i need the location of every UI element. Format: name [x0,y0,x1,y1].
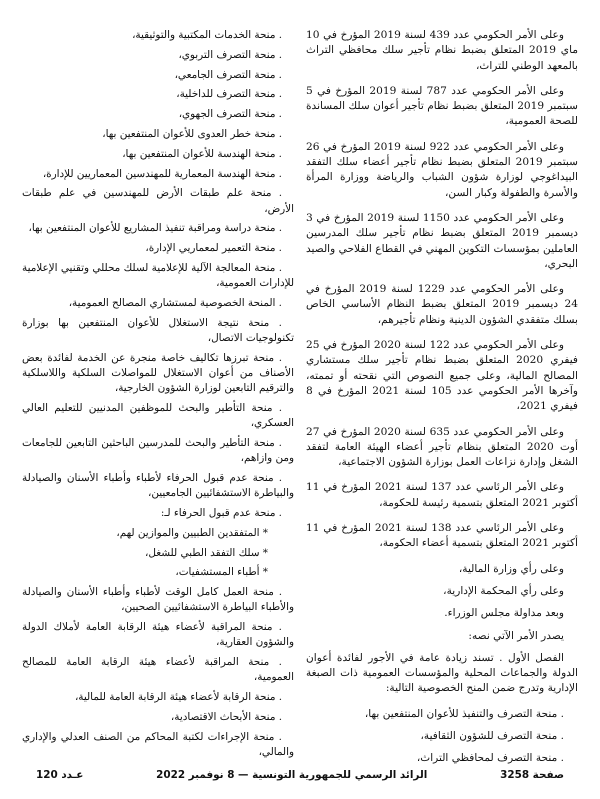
sub-list-item: * المتفقدين الطبيين والموازين لهم، [116,526,268,539]
list-item: . منحة المراقبة لأعضاء هيئة الرقابة العامة لأملاك الدولة والشؤون العقارية، [22,621,294,649]
list-item: . منحة الخدمات المكتبية والتوثيقية، [132,29,282,41]
list-item: . منحة العمل كامل الوقت لأطباء وأطباء الأسنان والصيادلة والأطباء البياطرة الاستشفائيين الصحيين، [22,586,294,614]
list-item: . منحة التصرف الجهوي، [178,108,282,121]
list-item: . منحة الهندسة المعمارية للمهندسين المعماريين للإدارة، [42,167,282,180]
list-item: . منحة التصرف لمحافظي التراث، [416,752,564,765]
list-item: . منحة علم طبقات الأرض للمهندسين في علم طبقات الأرض، [22,187,294,215]
list-item: . منحة التصرف والتنفيذ للأعوان المنتفعين بها، [364,707,564,720]
list-item: . منحة التصرف للشؤون الثقافية، [420,729,564,742]
paragraph: وعلى الأمر الحكومي عدد 1229 لسنة 2019 المؤرخ في 24 ديسمبر 2019 المتعلق بضبط النظام الأساسي الخاص بسلك متفقدي الشؤون الدينية ونظام تأجيرهم، [306,283,578,326]
sub-list-item: * سلك التفقد الطبي للشغل، [145,546,268,559]
paragraph: وعلى الأمر الحكومي عدد 439 لسنة 2019 المؤرخ في 10 ماي 2019 المتعلق بضبط نظام تأجير سلك محافظي التراث بالمعهد الوطني للتراث، [306,29,578,72]
page-number: صفحة 3258 [500,769,564,781]
left-column [22,28,294,758]
paragraph: وعلى الأمر الحكومي عدد 1150 لسنة 2019 المؤرخ في 3 ديسمبر 2019 المتعلق بضبط نظام تأجير سلك المدرسين العاملين بمؤسسات التكوين المهني في القطاع الفلاحي والصيد البحري، [306,211,578,270]
list-item: . المنحة الخصوصية لمستشاري المصالح العمومية، [68,296,282,309]
paragraph: يصدر الأمر الآتي نصه: [468,629,564,642]
list-item: . منحة الإجراءات لكتبة المحاكم من الصنف العدلي والإداري والمالي، [22,730,294,758]
list-item: . منحة التأطير والبحث للموظفين المدنيين للتعليم العالي العسكري، [22,401,294,430]
list-item: . منحة المراقبة لأعضاء هيئة الرقابة العامة للمصالح العمومية، [22,656,294,684]
paragraph: وعلى رأي المحكمة الإدارية، [443,584,564,597]
list-item: . منحة دراسة ومراقبة تنفيذ المشاريع للأعوان المنتفعين بها، [28,222,282,235]
paragraph: وعلى الأمر الحكومي عدد 922 لسنة 2019 المؤرخ في 26 سبتمبر 2019 المتعلق بضبط نظام تأجير أعضاء سلك التفقد البيداغوجي لوزارة شؤون الشباب والرياضة ووزارة المرأة والأسرة والطفولة وكبار السن، [306,140,578,199]
list-item: . منحة التأطير والبحث للمدرسين الباحثين التابعين للجامعات ومن وازاهم، [22,436,294,465]
list-item: . منحة الرقابة لأعضاء هيئة الرقابة العامة للمالية، [74,691,282,704]
list-item: . منحة التصرف الجامعي، [174,68,282,81]
list-item: . منحة المعالجة الآلية للإعلامية لسلك محللي وتقنيي الإعلامية للإدارات العمومية، [22,261,294,290]
article-one: الفصل الأول . تسند زيادة عامة في الأجور لفائدة أعوان الدولة والجماعات المحلية والمؤسسات العمومية ذات الصبغة الإدارية وتدرج ضمن المنح الخصوصية التالية: [306,651,578,695]
issue-number: عـدد 120 [36,769,84,781]
two-column-body [22,28,578,765]
paragraph: وبعد مداولة مجلس الوزراء. [444,607,564,620]
list-item: . منحة الهندسة للأعوان المنتفعين بها، [122,147,282,160]
list-item: . منحة نتيجة الاستغلال للأعوان المنتفعين بها بوزارة تكنولوجيات الاتصال، [22,316,294,344]
paragraph: وعلى الأمر الحكومي عدد 635 لسنة 2020 المؤرخ في 27 أوت 2020 المتعلق بنظام تأجير أعضاء الهيئة العامة لتفقد الشغل وإدارة نزاعات العمل بوزارة الشؤون الاجتماعية، [306,425,578,469]
list-item: . منحة التصرف التربوي، [178,48,282,61]
paragraph: وعلى الأمر الرئاسي عدد 138 لسنة 2021 المؤرخ في 11 أكتوبر 2021 المتعلق بتسمية أعضاء الحكومة، [306,522,578,550]
paragraph: وعلى الأمر الرئاسي عدد 137 لسنة 2021 المؤرخ في 11 أكتوبر 2021 المتعلق بتسمية رئيسة للحكومة، [306,481,578,509]
paragraph: وعلى الأمر الحكومي عدد 122 لسنة 2020 المؤرخ في 25 فيفري 2020 المتعلق بضبط نظام تأجير سلك مستشاري المصالح المالية، وعلى جميع النصوص التي نقحته أو تممته، وآخرها الأمر الحكومي عدد 105 لسنة 2021 المؤرخ في 8 فيفري 2021، [306,339,578,413]
right-column [306,28,578,765]
page-footer [36,767,564,783]
list-item: . منحة تبرزها تكاليف خاصة منجرة عن الخدمة لفائدة بعض الأصناف من أعوان الاستغلال للمواصلات السلكية واللاسلكية والترقيم التابعين لوزارة الشؤون الخارجية، [22,351,294,395]
list-item: . منحة عدم قبول الحرفاء لـ: [160,506,282,519]
paragraph: وعلى الأمر الحكومي عدد 787 لسنة 2019 المؤرخ في 5 سبتمبر 2019 المتعلق بضبط نظام تأجير أعوان سلك المساندة للصحة العمومية، [306,84,578,128]
list-item: . منحة خطر العدوى للأعوان المنتفعين بها، [102,127,282,140]
sub-list-item: * أطباء المستشفيات، [175,566,268,579]
journal-title: الرائد الرسمي للجمهورية التونسية — 8 نوفمبر 2022 [156,769,428,781]
list-item: . منحة الأبحاث الاقتصادية، [170,710,282,723]
paragraph: وعلى رأي وزارة المالية، [458,562,564,575]
list-item: . منحة عدم قبول الحرفاء لأطباء وأطباء الأسنان والصيادلة والبياطرة الاستشفائيين الجامعيين، [22,471,294,500]
list-item: . منحة التصرف للداخلية، [176,88,282,101]
list-item: . منحة التعمير لمعماريي الإدارة، [145,242,282,255]
